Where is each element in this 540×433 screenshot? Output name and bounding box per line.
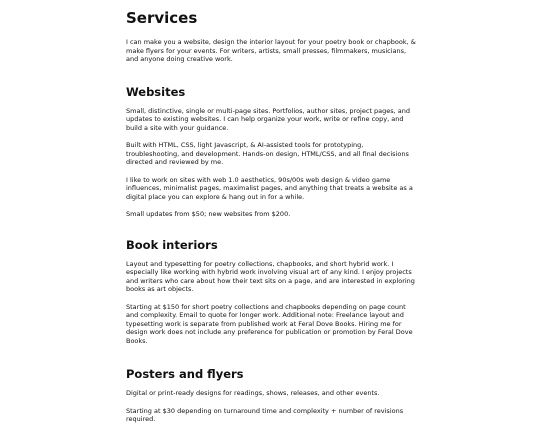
services-intro: I can make you a website, design the interior layout for your poetry book or chapbook, & make flyers for your events. For writers, artists, small presses, filmmakers, musicians, and anyone doing creative work.	[126, 38, 416, 63]
posters-paragraph-1: Digital or print-ready designs for readings, shows, releases, and other events.	[126, 389, 380, 397]
websites-paragraph-1: Small, distinctive, single or multi-page sites. Portfolios, author sites, project pages, and updates to existing websites. I can help organize your work, write or refine copy, and build a site with your guidance.	[126, 106, 411, 132]
main-content	[126, 9, 416, 433]
websites-paragraph-2: Built with HTML, CSS, light Javascript, & AI-assisted tools for prototyping, troubleshooting, and development. Hands-on design, HTML/CSS, and all final decisions directed and reviewed by me.	[126, 141, 409, 166]
page-title: Services	[126, 9, 198, 27]
websites-paragraph-3: I like to work on sites with web 1.0 aesthetics, 90s/00s web design & video game influences, minimalist pages, maximalist pages, and anything that treats a website as a digital place you can explore & hang out in for a while.	[126, 175, 413, 201]
services-section	[126, 9, 416, 64]
posters-heading: Posters and flyers	[126, 367, 244, 381]
websites-heading: Websites	[126, 84, 186, 99]
posters-pricing: Starting at $30 depending on turnaround time and complexity + number of revisions required.	[126, 406, 404, 423]
websites-pricing: Small updates from $50; new websites from $200.	[126, 210, 291, 218]
posters-section	[126, 367, 416, 424]
book-interiors-pricing: Starting at $150 for short poetry collections and chapbooks depending on page count and complexity. Email to quote for longer work. Additional note: Freelance layout and typesetting work is separate from published work at Feral Dove Books. Hiring me for design work does not include any preference for publication or promotion by Feral Dove Books.	[126, 302, 413, 345]
book-interiors-section	[126, 238, 416, 346]
book-interiors-paragraph-1: Layout and typesetting for poetry collections, chapbooks, and short hybrid work. I especially like working with hybrid work involving visual art of any kind. I enjoy projects and writers who care about how their text sits on a page, and are interested in exploring books as art objects.	[126, 259, 415, 293]
websites-section	[126, 85, 416, 219]
book-interiors-heading: Book interiors	[126, 237, 218, 252]
